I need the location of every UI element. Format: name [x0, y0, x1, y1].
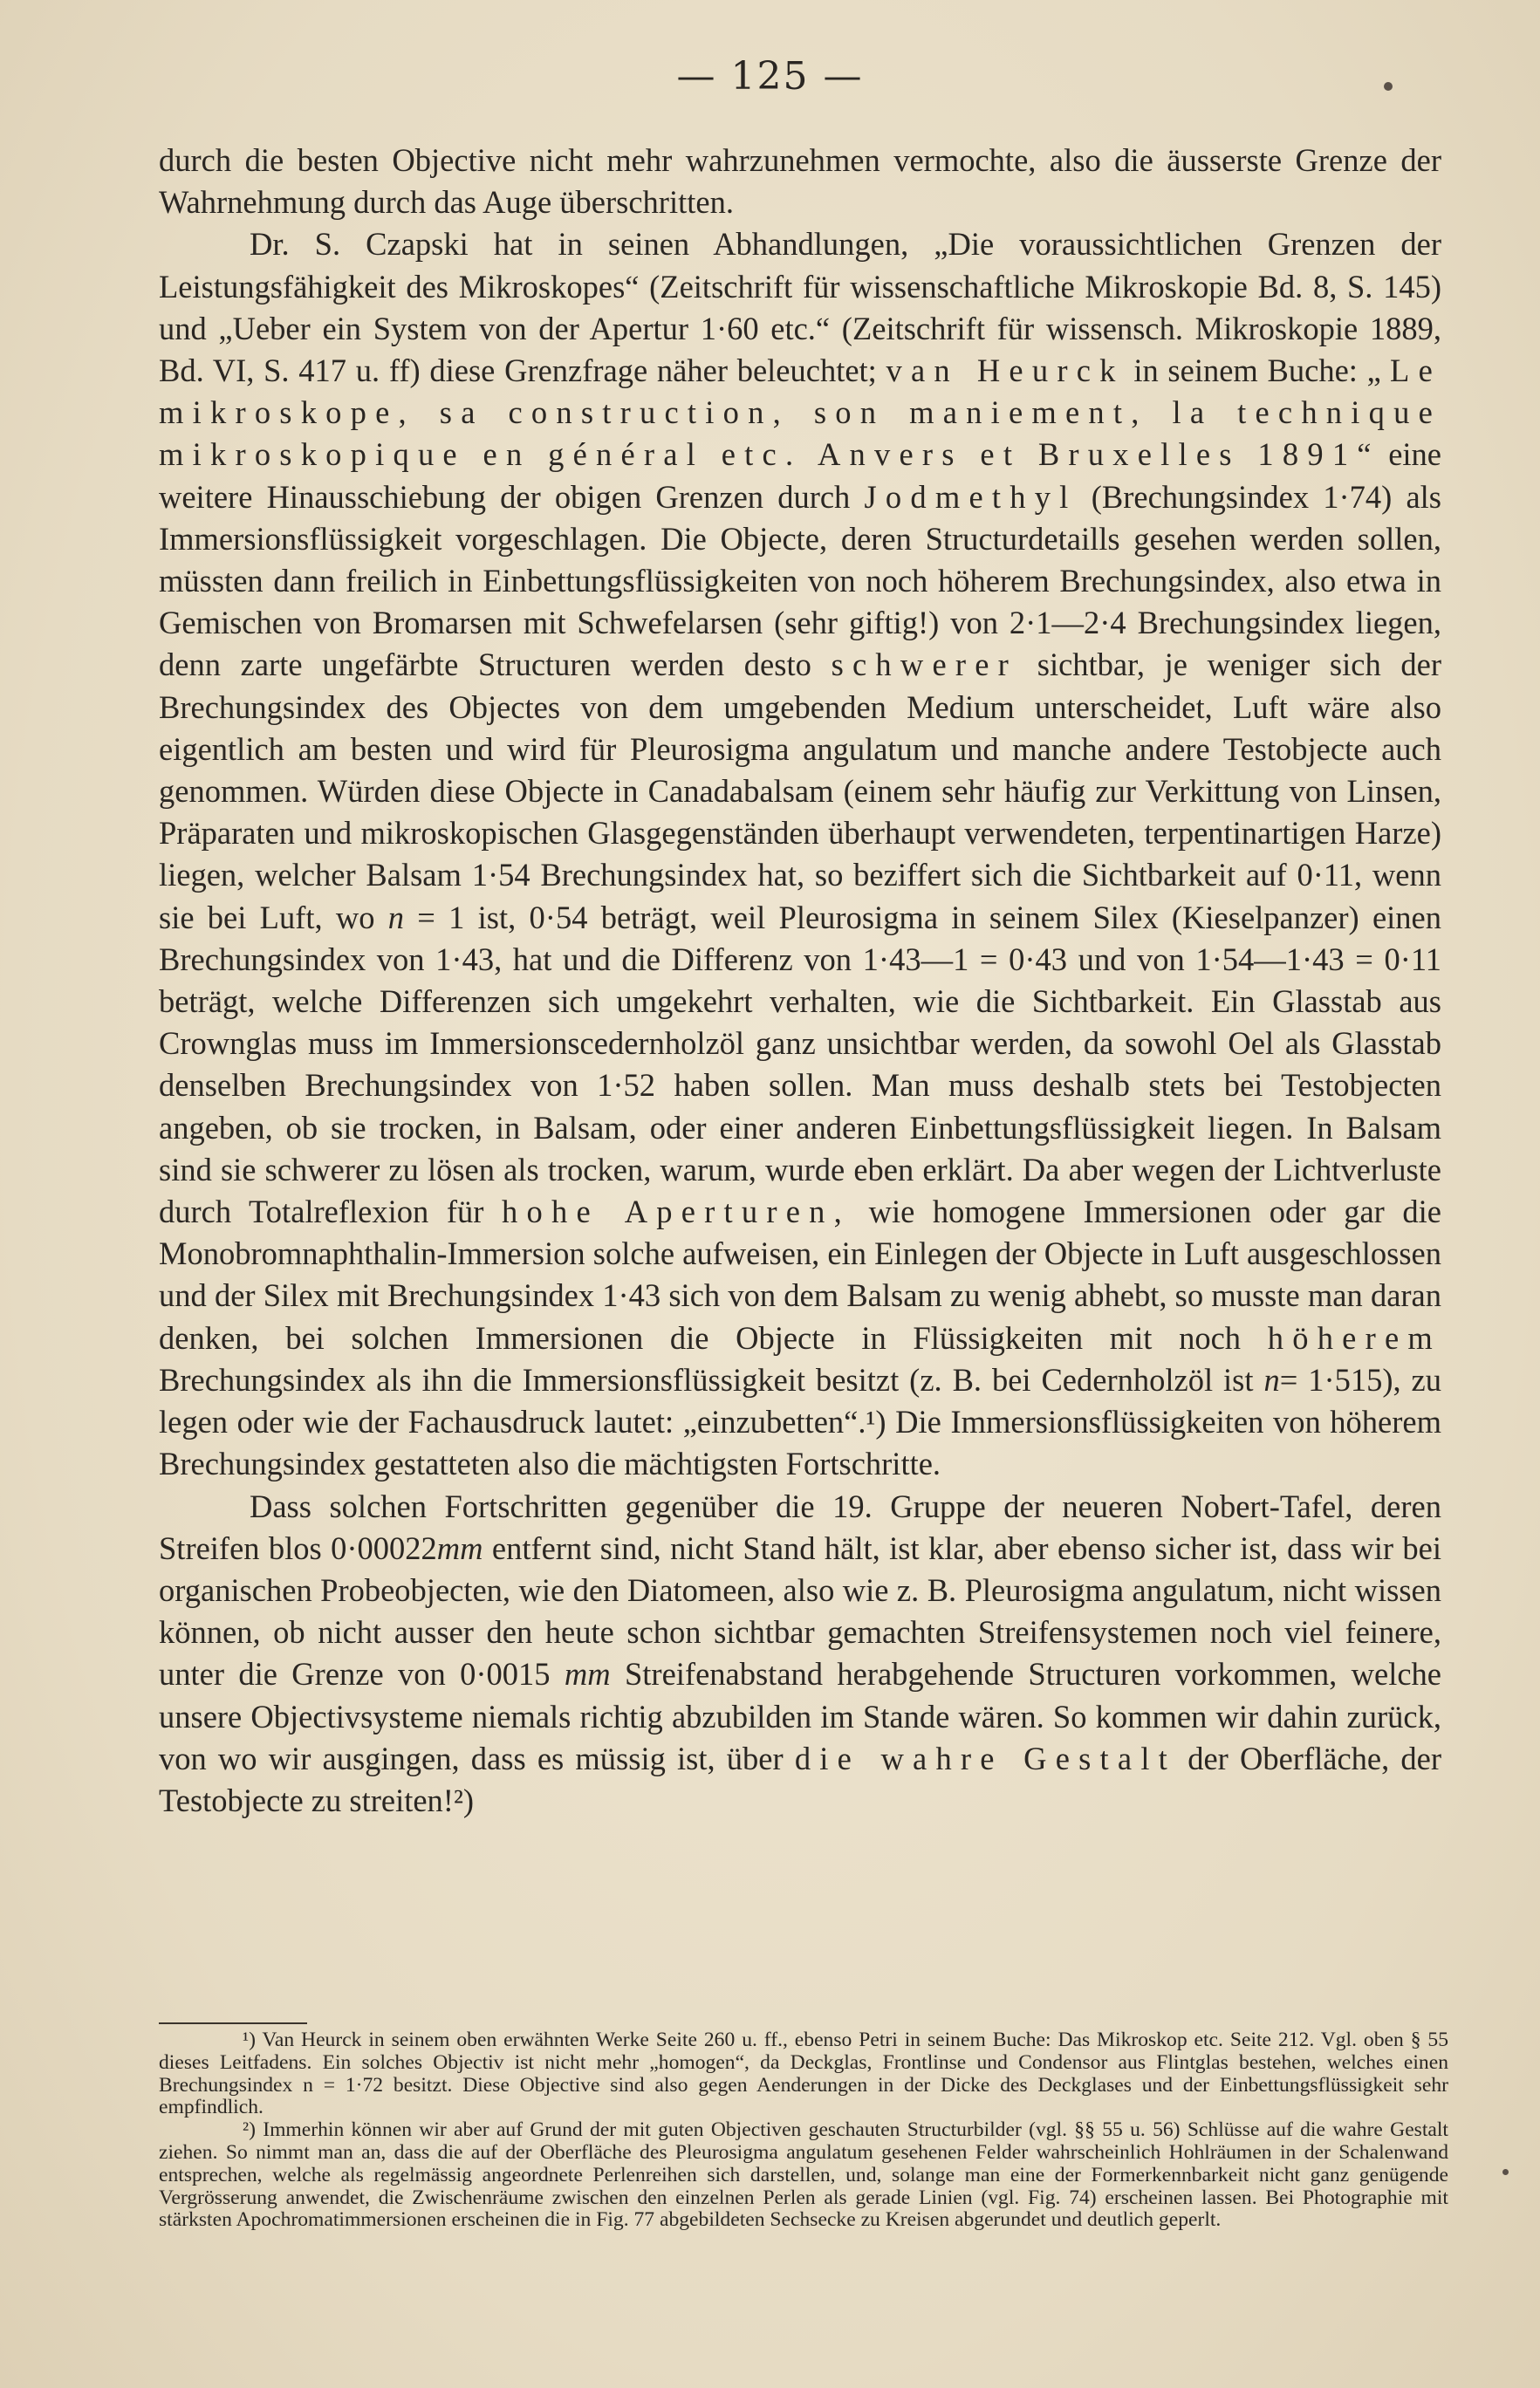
- spaced-author: van Heurck: [886, 352, 1125, 389]
- spaced-term: hohe Aperturen,: [502, 1194, 851, 1230]
- text-run: (Brechungsindex 1·74) als Immersionsflüssigkeit vorgeschlagen. Die Objecte, deren Structurdetaills gesehen werden sollen, müssten dann freilich in Einbettungsflüssigkeiten von noch höherem Brechungsindex, also etwa in Gemischen von Bromarsen mit Schwefelarsen (sehr giftig!) von 2·1—2·4 Brechungsindex liegen, denn zarte ungefärbte Structuren werden desto: [159, 478, 1442, 683]
- text-run: Dass solchen Fortschritten gegenüber die 19. Gruppe der neueren Nobert-Tafel, deren Streifen blos 0·00022: [159, 1488, 1441, 1566]
- text-run: wie homogene Immersionen oder gar die Monobromnaphthalin-Immersion solche aufweisen, ein Einlegen der Objecte in Luft ausgeschlossen und der Silex mit Brechungsindex 1·43 sich von dem Balsam zu wenig abhebt, so musste man daran denken, bei solchen Immersionen die Objecte in Flüssigkeiten mit noch: [159, 1194, 1441, 1356]
- ink-spot: [1502, 2169, 1509, 2175]
- main-text: [159, 140, 1441, 1822]
- text-run: = 1·515), zu legen oder wie der Fachausdruck lautet: „einzubetten“.¹) Die Immersionsflüssigkeiten von höherem Brechungsindex gestatteten also die mächtigsten Fortschritte.: [159, 1361, 1441, 1482]
- footnote-2: ²) Immerhin können wir aber auf Grund der mit guten Objectiven geschauten Structurbilder (vgl. §§ 55 u. 56) Schlüsse auf die wahre Gestalt ziehen. So nimmt man an, dass die auf der Oberfläche des Pleurosigma angulatum gesehenen Felder wahrscheinlich Hohlräumen in der Schalenwand entsprechen, welche als regelmässig angeordnete Perlenreihen sich darstellen, und, solange man eine der Formerkennbarkeit nicht ganz genügende Vergrösserung anwendet, die Zwischenräume zwischen den einzelnen Perlen als gerade Linien (vgl. Fig. 74) erscheinen lassen. Bei Photographie mit stärksten Apochromatimmersionen erscheinen die in Fig. 77 abgebildeten Sechsecke zu Kreisen abgerundet und deutlich geperlt.: [159, 2118, 1448, 2232]
- text-run: entfernt sind, nicht Stand hält, ist klar, aber ebenso sicher ist, dass wir bei organischen Probeobjecten, wie den Diatomeen, also wie z. B. Pleurosigma angulatum, nicht wissen können, ob nicht ausser den heute schon sichtbar gemachten Streifensystemen noch viel feinere, unter die Grenze von 0·0015: [159, 1529, 1442, 1693]
- text-run: Brechungsindex als ihn die Immersionsflüssigkeit besitzt (z. B. bei Cedernholzöl ist: [159, 1361, 1254, 1398]
- italic-unit: mm: [564, 1656, 611, 1693]
- spaced-book-title: „Le mikroskope, sa construction, son maniement, la technique mikroskopique en général etc. Anvers et Bruxelles 1891“: [159, 352, 1441, 473]
- footnote-1: ¹) Van Heurck in seinem oben erwähnten Werke Seite 260 u. ff., ebenso Petri in seinem Buche: Das Mikroskop etc. Seite 212. Vgl. oben § 55 dieses Leitfadens. Ein solches Objectiv ist nicht mehr „homogen“, da Deckglas, Frontlinse und Condensor aus Flintglas bestehen, welches einen Brechungsindex n = 1·72 besitzt. Diese Objective sind also gegen Aenderungen in der Dicke des Deckglases und der Einbettungsflüssigkeit sehr empfindlich.: [159, 2029, 1448, 2119]
- ink-spot: [1384, 82, 1393, 91]
- page-number: — 125 —: [676, 54, 864, 99]
- text-run: in seinem Buche:: [1133, 352, 1358, 389]
- text-run: = 1 ist, 0·54 beträgt, weil Pleurosigma in seinem Silex (Kieselpanzer) einen Brechungsindex von 1·43, hat und die Differenz von 1·43—1 = 0·43 und von 1·54—1·43 = 0·11 beträgt, welche Differenzen sich umgekehrt verhalten, wie die Sichtbarkeit. Ein Glasstab aus Crownglas muss im Immersionscedernholzöl ganz unsichtbar werden, da sowohl Oel als Glasstab denselben Brechungsindex von 1·52 haben sollen. Man muss deshalb stets bei Testobjecten angeben, ob sie trocken, in Balsam, oder einer anderen Einbettungsflüssigkeit liegen. In Balsam sind sie schwerer zu lösen als trocken, warum, wurde eben erklärt. Da aber wegen der Lichtverluste durch Totalreflexion für: [159, 899, 1441, 1230]
- text-run: sichtbar, je weniger sich der Brechungsindex des Objectes von dem umgebenden Medium unterscheidet, Luft wäre also eigentlich am besten und wird für Pleurosigma angulatum und manche andere Testobjecte auch genommen. Würden diese Objecte in Canadabalsam (einem sehr häufig zur Verkittung von Linsen, Präparaten und mikroskopischen Glasgegenständen überhaupt verwendeten, terpentinartigen Harze) liegen, welcher Balsam 1·54 Brechungsindex hat, so beziffert sich die Sichtbarkeit auf 0·11, wenn sie bei Luft, wo: [159, 647, 1442, 935]
- spaced-term: schwerer: [831, 647, 1018, 683]
- paragraph-3: [159, 1486, 1441, 1823]
- footnotes: [159, 2029, 1448, 2232]
- paragraph-2: [159, 223, 1441, 1485]
- italic-symbol: n: [1263, 1361, 1280, 1398]
- text-run: der Oberfläche, der Testobjecte zu streiten!²): [159, 1740, 1442, 1818]
- text-run: Streifenabstand herabgehende Structuren vorkommen, welche unsere Objectivsysteme niemals richtig abzubilden im Stande wären. So kommen wir dahin zurück, von wo wir ausgingen, dass es müssig ist, über: [159, 1656, 1442, 1776]
- spaced-term: höherem: [1267, 1319, 1441, 1356]
- text-run: Dr. S. Czapski hat in seinen Abhandlungen, „Die voraussichtlichen Grenzen der Leistungsfähigkeit des Mikroskopes“ (Zeitschrift für wissenschaftliche Mikroskopie Bd. 8, S. 145) und „Ueber ein System von der Apertur 1·60 etc.“ (Zeitschrift für wissensch. Mikroskopie 1889, Bd. VI, S. 417 u. ff) diese Grenzfrage näher beleuchtet;: [159, 226, 1441, 389]
- paragraph-1: durch die besten Objective nicht mehr wahrzunehmen vermochte, also die äusserste Grenze der Wahrnehmung durch das Auge überschritten.: [159, 142, 1441, 221]
- text-run: eine weitere Hinausschiebung der obigen Grenzen durch: [159, 436, 1442, 515]
- spaced-term: Jodmethyl: [864, 478, 1078, 515]
- spaced-term: die wahre Gestalt: [794, 1740, 1177, 1776]
- italic-unit: mm: [436, 1529, 483, 1566]
- italic-symbol: n: [387, 899, 405, 935]
- footnote-divider: [159, 2022, 307, 2024]
